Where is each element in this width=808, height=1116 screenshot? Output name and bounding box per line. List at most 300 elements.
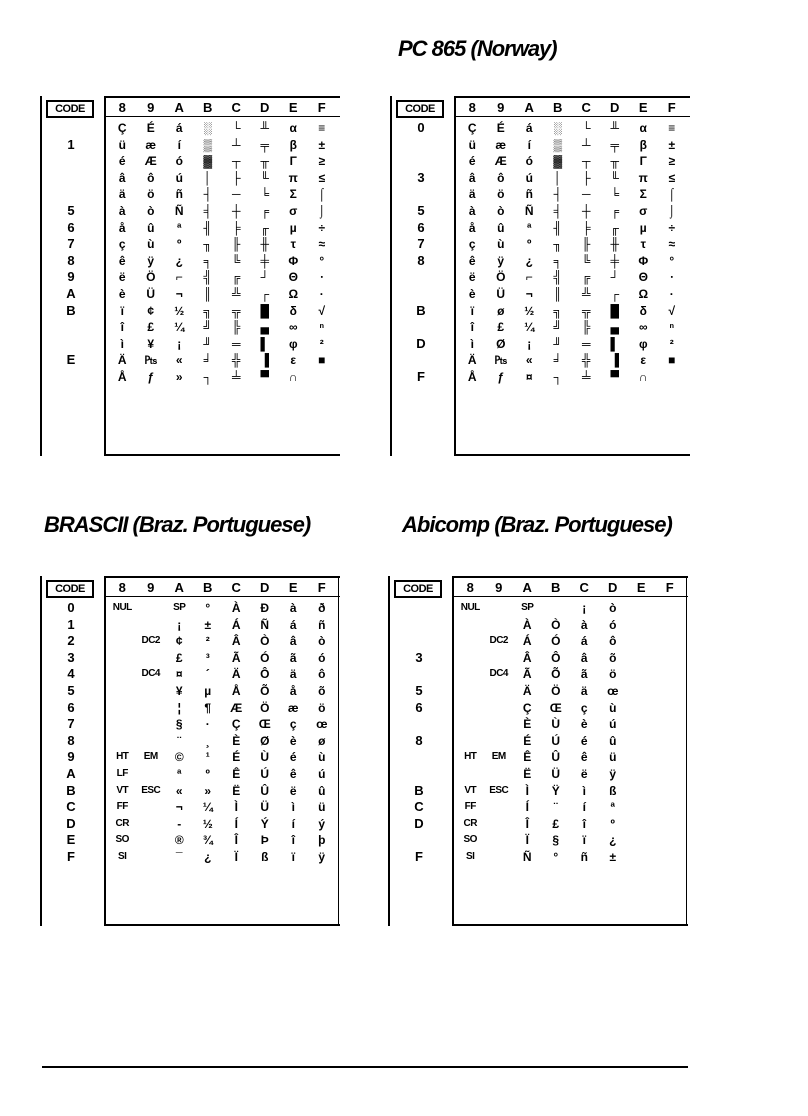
char-cell: [485, 683, 514, 700]
char-cell: π: [638, 170, 648, 185]
char-cell: á: [175, 121, 183, 135]
char-cell: ç: [580, 700, 588, 715]
char-cell: [108, 683, 137, 700]
char-cell: ì: [291, 800, 295, 815]
char-cell: ├: [581, 170, 591, 185]
char-cell: ■: [318, 353, 326, 368]
column-header: F: [667, 100, 676, 115]
char-cell: ╨: [610, 121, 619, 135]
char-cell: [485, 650, 514, 667]
char-cell: Õ: [260, 683, 270, 698]
char-cell: [137, 600, 166, 617]
char-cell: ª: [527, 220, 532, 235]
char-cell: à: [580, 617, 588, 632]
char-cell: í: [527, 137, 531, 152]
char-column: [137, 120, 166, 386]
char-cell: ê: [289, 766, 297, 781]
char-cell: Û: [260, 783, 270, 798]
char-cell: [137, 733, 166, 750]
char-cell: ë: [580, 766, 588, 781]
row-label: 6: [67, 219, 75, 235]
char-cell: FF: [464, 801, 476, 813]
char-cell: é: [468, 154, 476, 169]
column-header: E: [638, 100, 648, 115]
char-cell: Ä: [522, 683, 532, 698]
char-cell: ú: [318, 766, 326, 781]
char-cell: ╛: [553, 353, 562, 368]
char-cell: ô: [318, 667, 326, 682]
char-cell: ⌠: [318, 187, 326, 202]
char-cell: ½: [202, 816, 213, 831]
char-cell: │: [554, 170, 562, 185]
row-label: 7: [67, 716, 75, 732]
char-cell: Á: [231, 617, 241, 632]
char-cell: Ú: [551, 733, 561, 748]
char-cell: ý: [318, 816, 326, 831]
char-cell: ╡: [203, 203, 212, 218]
row-label: [398, 319, 444, 336]
char-cell: ½: [174, 303, 185, 318]
char-cell: î: [470, 320, 474, 335]
char-cell: │: [204, 170, 212, 185]
row-label: 1: [67, 616, 75, 632]
row-label: B: [414, 782, 424, 798]
char-cell: Ö: [551, 683, 561, 698]
char-cell: ó: [609, 617, 617, 632]
char-cell: [108, 733, 137, 750]
char-cell: Ñ: [260, 617, 270, 632]
char-cell: -: [177, 816, 182, 831]
char-cell: ù: [497, 237, 505, 252]
char-cell: [656, 683, 685, 700]
char-cell: ╜: [553, 336, 562, 351]
char-cell: [627, 799, 656, 816]
char-cell: º: [610, 816, 615, 831]
char-cell: ½: [524, 303, 535, 318]
char-cell: EM: [491, 751, 506, 763]
char-column: [165, 600, 194, 866]
row-label: [398, 186, 444, 203]
char-cell: è: [468, 286, 476, 301]
char-cell: è: [289, 733, 297, 748]
char-cell: [656, 650, 685, 667]
column-header: B: [551, 580, 561, 595]
char-cell: VT: [116, 784, 129, 796]
char-cell: ï: [291, 849, 295, 864]
char-cell: ESC: [141, 784, 161, 796]
row-label: E: [66, 352, 76, 368]
char-cell: CR: [463, 817, 477, 829]
code-header: CODE: [394, 580, 442, 598]
char-cell: õ: [318, 683, 326, 698]
char-cell: ⌐: [175, 270, 183, 285]
char-column: [627, 600, 656, 866]
char-cell: ô: [147, 170, 155, 185]
row-label: [48, 153, 94, 170]
char-cell: ┘: [260, 270, 269, 285]
char-cell: õ: [609, 650, 617, 665]
row-label: [396, 600, 442, 617]
char-cell: Ò: [551, 617, 561, 632]
row-label: C: [66, 799, 76, 815]
char-cell: [656, 733, 685, 750]
char-cell: Ù: [260, 750, 270, 765]
char-cell: ú: [525, 170, 533, 185]
char-column: [570, 600, 599, 866]
char-cell: ¿: [609, 833, 617, 848]
char-cell: Σ: [639, 187, 647, 202]
char-cell: Ω: [288, 286, 299, 301]
char-cell: ┌: [260, 286, 269, 301]
char-cell: √: [318, 303, 326, 318]
char-cell: Ö: [146, 270, 156, 285]
char-cell: È: [232, 733, 241, 748]
char-cell: [627, 700, 656, 717]
char-cell: [108, 666, 137, 683]
char-cell: Æ: [494, 154, 507, 169]
char-cell: ⌡: [318, 203, 326, 218]
char-cell: [656, 633, 685, 650]
char-cell: §: [552, 833, 560, 848]
char-cell: ╩: [581, 286, 591, 301]
char-cell: DC2: [141, 635, 160, 647]
char-cell: [627, 749, 656, 766]
char-cell: ô: [609, 634, 617, 649]
char-cell: ├: [231, 170, 241, 185]
char-cell: ü: [118, 137, 126, 152]
row-label: [48, 170, 94, 187]
char-cell: ¬: [175, 800, 183, 815]
row-label: D: [416, 335, 426, 351]
char-cell: ü: [318, 800, 326, 815]
code-header: CODE: [396, 100, 444, 118]
char-cell: [137, 700, 166, 717]
char-column: [487, 120, 516, 386]
char-cell: ╜: [203, 336, 212, 351]
char-cell: Ä: [467, 353, 477, 368]
row-label: B: [66, 302, 76, 318]
column-header: C: [231, 100, 241, 115]
char-cell: û: [609, 733, 617, 748]
char-cell: [137, 849, 166, 866]
char-cell: É: [496, 121, 505, 135]
char-column: [513, 600, 542, 866]
char-cell: SP: [173, 602, 186, 613]
row-label: B: [66, 782, 76, 798]
char-cell: Œ: [258, 717, 271, 732]
char-cell: ε: [290, 353, 297, 368]
char-cell: SO: [115, 834, 129, 846]
char-column: [279, 120, 308, 386]
char-cell: ≡: [668, 121, 676, 135]
table-bottom-border: [452, 924, 688, 926]
char-cell: â: [118, 170, 126, 185]
char-cell: ñ: [175, 187, 183, 202]
char-cell: [627, 733, 656, 750]
char-cell: ╥: [610, 154, 619, 169]
char-cell: ┐: [553, 369, 562, 384]
char-cell: ¬: [175, 286, 183, 301]
char-cell: É: [523, 733, 532, 748]
row-label: 3: [67, 649, 75, 665]
char-cell: §: [175, 717, 183, 732]
char-cell: «: [175, 353, 183, 368]
char-cell: ¡: [527, 336, 532, 351]
char-cell: [137, 617, 166, 634]
char-cell: ¶: [204, 700, 212, 715]
char-cell: »: [204, 783, 212, 798]
char-column: [165, 120, 194, 386]
char-cell: ╝: [203, 320, 212, 335]
char-cell: ò: [147, 203, 155, 218]
char-column: [458, 120, 487, 386]
char-cell: [485, 600, 514, 617]
title-brascii: BRASCII (Braz. Portuguese): [44, 512, 311, 537]
charset-table-1: [40, 96, 340, 456]
char-cell: ê: [580, 750, 588, 765]
char-cell: ╢: [203, 220, 212, 235]
char-cell: ç: [118, 237, 126, 252]
row-label: B: [416, 302, 426, 318]
char-cell: [137, 766, 166, 783]
char-cell: ▓: [203, 154, 213, 169]
char-cell: DC4: [489, 668, 508, 680]
char-cell: ±: [318, 137, 326, 152]
char-cell: À: [522, 617, 532, 632]
char-cell: [656, 849, 685, 866]
char-cell: ═: [581, 336, 591, 351]
column-header: 8: [118, 100, 126, 115]
row-label: F: [415, 849, 423, 864]
char-column: [308, 600, 337, 866]
row-label: [48, 120, 94, 137]
char-cell: [456, 683, 485, 700]
row-label: [48, 186, 94, 203]
char-cell: µ: [289, 220, 297, 235]
char-cell: ·: [669, 286, 674, 301]
char-cell: SI: [466, 850, 475, 862]
char-cell: ╧: [231, 369, 241, 384]
column-header: F: [317, 580, 326, 595]
char-cell: £: [175, 650, 183, 665]
char-cell: ÿ: [497, 253, 505, 268]
column-header: 8: [118, 580, 126, 595]
char-cell: Φ: [638, 253, 649, 268]
char-cell: ù: [147, 237, 155, 252]
title-pc865-norway: PC 865 (Norway): [398, 36, 557, 61]
char-cell: ∞: [638, 320, 648, 335]
char-cell: ¢: [147, 303, 155, 318]
char-cell: ═: [231, 336, 241, 351]
char-cell: Ô: [260, 667, 270, 682]
char-cell: ÷: [668, 220, 676, 235]
char-cell: Â: [522, 650, 532, 665]
char-cell: á: [289, 617, 297, 632]
char-cell: ╒: [260, 203, 269, 218]
char-cell: ã: [289, 650, 297, 665]
char-cell: ó: [175, 154, 183, 169]
char-cell: [627, 633, 656, 650]
char-cell: ¤: [525, 369, 533, 384]
table-header-underline: [104, 116, 340, 117]
char-cell: ╞: [581, 220, 591, 235]
char-cell: [137, 799, 166, 816]
table-header-underline: [454, 116, 690, 117]
char-cell: Ÿ: [551, 783, 560, 798]
char-cell: Ë: [232, 783, 241, 798]
char-cell: [656, 617, 685, 634]
char-cell: Ñ: [524, 203, 534, 218]
table-header-rule: [104, 576, 340, 578]
char-column: [544, 120, 573, 386]
char-cell: Ñ: [174, 203, 184, 218]
char-cell: HT: [116, 751, 129, 763]
char-cell: ╚: [231, 253, 241, 268]
char-cell: ÿ: [318, 849, 326, 864]
char-cell: ƒ: [147, 369, 155, 384]
table-divider-vertical: [104, 576, 106, 926]
char-column: [194, 120, 223, 386]
char-cell: ╖: [553, 237, 562, 252]
char-cell: Œ: [549, 700, 562, 715]
char-column: [108, 600, 137, 866]
char-cell: ú: [175, 170, 183, 185]
char-cell: à: [468, 203, 476, 218]
char-cell: ╛: [203, 353, 212, 368]
char-cell: Ö: [260, 700, 270, 715]
column-header: A: [522, 580, 532, 595]
char-cell: ⌐: [525, 270, 533, 285]
row-label: 2: [67, 633, 75, 649]
char-cell: Ù: [551, 717, 561, 732]
char-cell: [656, 600, 685, 617]
char-cell: ö: [318, 700, 326, 715]
char-cell: [485, 832, 514, 849]
char-cell: À: [231, 601, 241, 615]
char-cell: É: [232, 750, 241, 765]
row-label: 6: [67, 699, 75, 715]
char-cell: ╒: [610, 203, 619, 218]
char-cell: LF: [116, 767, 128, 779]
char-cell: ║: [553, 286, 562, 301]
row-label: E: [66, 832, 76, 848]
char-cell: ó: [525, 154, 533, 169]
char-cell: ╬: [231, 353, 241, 368]
char-cell: ╦: [231, 303, 241, 318]
char-cell: [658, 369, 687, 386]
char-cell: ü: [468, 137, 476, 152]
char-cell: Á: [522, 634, 532, 649]
char-cell: ╨: [260, 121, 269, 135]
char-cell: ╠: [581, 320, 591, 335]
row-label: 8: [67, 732, 75, 748]
table-bottom-border: [104, 924, 340, 926]
char-cell: [456, 666, 485, 683]
char-cell: ┬: [231, 154, 241, 169]
char-cell: EM: [143, 751, 158, 763]
char-cell: ë: [468, 270, 476, 285]
char-cell: ¾: [202, 833, 213, 848]
row-label: 7: [67, 236, 75, 252]
char-cell: ÷: [318, 220, 326, 235]
char-cell: ╔: [581, 270, 591, 285]
char-cell: í: [177, 137, 181, 152]
char-cell: Γ: [639, 154, 647, 169]
char-cell: ï: [120, 303, 124, 318]
char-column: [137, 600, 166, 866]
char-cell: Φ: [288, 253, 299, 268]
char-column: [456, 600, 485, 866]
char-cell: SI: [118, 850, 127, 862]
row-label: [48, 336, 94, 353]
char-cell: à: [118, 203, 126, 218]
char-cell: ò: [318, 634, 326, 649]
char-cell: Ö: [496, 270, 506, 285]
char-cell: ┤: [203, 187, 212, 202]
char-cell: [485, 849, 514, 866]
charset-table-abicomp: [388, 576, 688, 926]
char-cell: [656, 700, 685, 717]
char-cell: ⁿ: [319, 320, 325, 335]
row-label: [396, 766, 442, 783]
char-column: [222, 120, 251, 386]
row-label: 3: [417, 169, 425, 185]
char-cell: [485, 733, 514, 750]
char-cell: [627, 683, 656, 700]
row-label: [48, 319, 94, 336]
char-cell: à: [289, 601, 297, 615]
row-label: 5: [415, 683, 423, 698]
char-cell: [656, 766, 685, 783]
char-cell: [108, 650, 137, 667]
char-cell: ¿: [525, 253, 533, 268]
char-cell: ®: [174, 833, 184, 848]
column-header: C: [231, 580, 241, 595]
char-cell: [456, 716, 485, 733]
char-cell: [456, 650, 485, 667]
char-cell: Å: [467, 369, 477, 384]
char-cell: ¡: [177, 336, 182, 351]
char-cell: NUL: [112, 602, 132, 613]
char-cell: ñ: [318, 617, 326, 632]
char-cell: ∞: [288, 320, 298, 335]
row-label: F: [417, 369, 425, 384]
char-cell: [627, 849, 656, 866]
char-cell: █: [260, 303, 269, 318]
char-cell: ò: [609, 601, 617, 615]
char-cell: [656, 783, 685, 800]
char-cell: «: [175, 783, 183, 798]
char-cell: ≥: [318, 154, 326, 169]
char-cell: ▐: [260, 353, 269, 368]
char-column: [601, 120, 630, 386]
char-cell: ê: [468, 253, 476, 268]
char-cell: ╦: [581, 303, 591, 318]
char-cell: ÿ: [147, 253, 155, 268]
char-column: [515, 120, 544, 386]
char-cell: ï: [582, 833, 586, 848]
row-label: [398, 352, 444, 369]
char-cell: [137, 716, 166, 733]
char-cell: ¡: [177, 617, 182, 632]
char-cell: ╟: [581, 237, 591, 252]
char-cell: ╡: [553, 203, 562, 218]
row-label: [398, 153, 444, 170]
char-cell: ε: [640, 353, 647, 368]
char-cell: [485, 816, 514, 833]
row-label: 6: [415, 699, 423, 715]
char-cell: Ô: [551, 650, 561, 665]
